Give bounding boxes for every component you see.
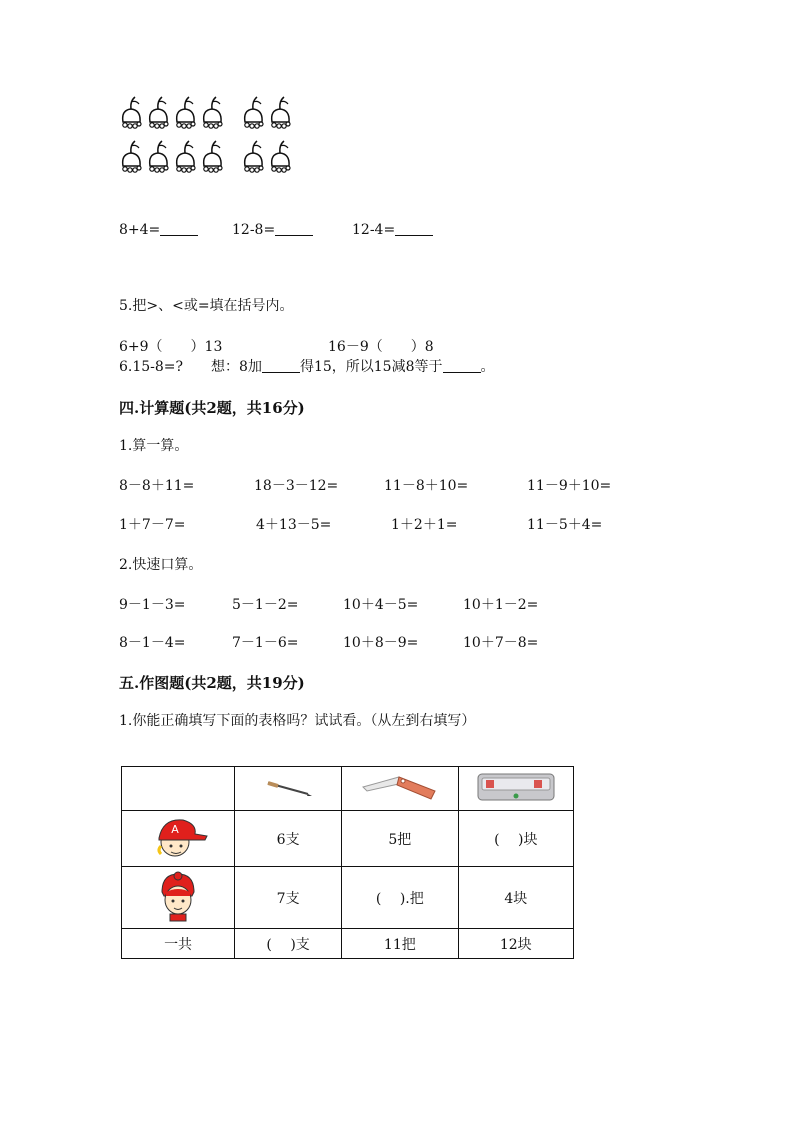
section5-title: 五.作图题(共2题，共19分) [119,674,305,692]
q1-r2-c2: 4＋13－5= [256,517,332,533]
fruit-equation-3: 12-4= [352,222,433,238]
total-pencil: ( )支 [235,929,342,959]
q5-item-2: 16－9（ ）8 [328,339,434,355]
fruit-icon [173,140,198,176]
fruit-icon [241,140,266,176]
row-b-knife: ( ).把 [342,867,458,929]
fruit-icon [268,140,293,176]
q2-r1-c4: 10＋1－2= [463,597,539,613]
boy-with-cap-icon [145,814,211,860]
total-label: 一共 [122,929,235,959]
q2-r2-c2: 7－1－6= [232,635,299,651]
fruit-icon [119,96,144,132]
fruit-row-2 [119,140,295,176]
q2-r1-c2: 5－1－2= [232,597,299,613]
pencil-icon [262,775,314,799]
fill-in-table [121,766,574,959]
fruit-icon [146,140,171,176]
q2-r1-c1: 9－1－3= [119,597,186,613]
fruit-equation-1: 8+4= [119,222,198,238]
fruit-icon [241,96,266,132]
svg-text:A: A [171,822,179,836]
q1-r1-c1: 8－8＋11= [119,478,195,494]
q2-r2-c1: 8－1－4= [119,635,186,651]
fruit-icon [146,96,171,132]
q2-r2-c4: 10＋7－8= [463,635,539,651]
section4-q1-title: 1.算一算。 [119,438,189,454]
section5-q1-title: 1.你能正确填写下面的表格吗？试试看。（从左到右填写） [119,713,476,729]
total-knife: 11把 [342,929,458,959]
header-knife [342,767,458,811]
q5-item-1: 6+9（ ）13 [119,339,223,355]
fruit-icon [268,96,293,132]
q1-r1-c2: 18－3－12= [254,478,339,494]
row-b-eraser: 4块 [458,867,573,929]
section4-title: 四.计算题(共2题，共16分) [119,399,305,417]
folding-knife-icon [357,771,443,803]
row-a-pencil: 6支 [235,811,342,867]
girl-b-cell [122,867,235,929]
fruit-icon [173,96,198,132]
pencil-case-icon [474,770,558,804]
q5-title: 5.把>、<或=填在括号内。 [119,298,294,314]
fruit-icon [119,140,144,176]
q1-r2-c3: 1＋2＋1= [391,517,458,533]
boy-a-cell [122,811,235,867]
q1-r2-c1: 1＋7－7= [119,517,186,533]
table-corner-cell [122,767,235,811]
row-a-eraser: ( )块 [458,811,573,867]
q2-r2-c3: 10＋8－9= [343,635,419,651]
row-b-pencil: 7支 [235,867,342,929]
q1-r2-c4: 11－5＋4= [527,517,603,533]
fruit-row-1 [119,96,295,132]
q2-r1-c3: 10＋4－5= [343,597,419,613]
row-a-knife: 5把 [342,811,458,867]
section4-q2-title: 2.快速口算。 [119,557,203,573]
q1-r1-c3: 11－8＋10= [384,478,469,494]
q6-line: 6.15-8=? 想：8加 得15，所以15减8等于 。 [119,359,495,375]
header-pencil-case [458,767,573,811]
fruit-equation-2: 12-8= [232,222,313,238]
fruit-icon [200,140,225,176]
header-pencil [235,767,342,811]
q1-r1-c4: 11－9＋10= [527,478,612,494]
fruit-icon [200,96,225,132]
total-eraser: 12块 [458,929,573,959]
child-with-red-hair-icon [156,870,200,922]
